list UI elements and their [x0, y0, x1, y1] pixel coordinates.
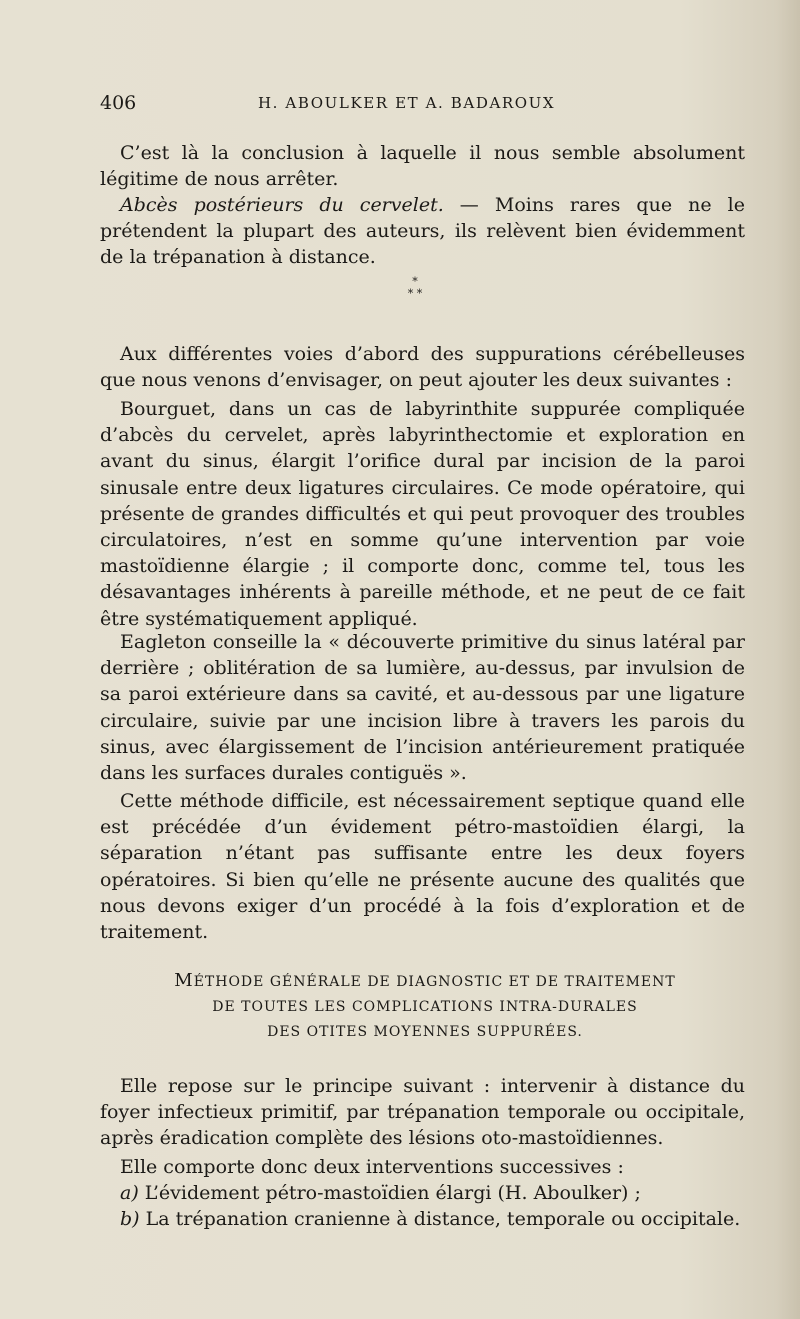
paragraph-abces-posterieurs — [100, 192, 745, 271]
asterism-divider — [380, 276, 450, 300]
list-marker-a: a) — [120, 1182, 139, 1204]
subheading-abces: Abcès postérieurs du cervelet. — [120, 194, 444, 216]
paragraph-methode-difficile — [100, 788, 745, 945]
section-title-initial: M — [174, 970, 194, 991]
paragraph-text: C’est là la conclusion à laquelle il nous semble absolument légitime de nous arrêter. — [100, 142, 745, 191]
asterism-bottom: * * — [407, 287, 423, 300]
paragraph-interventions — [100, 1154, 745, 1180]
asterism-top: * — [412, 275, 418, 288]
paragraph-text: Elle comporte donc deux interventions successives : — [120, 1156, 624, 1178]
paragraph-text: Elle repose sur le principe suivant : intervenir à distance du foyer infectieux primitif, par trépanation temporale ou occipitale, après éradication complète des lésions oto-mastoïdiennes. — [100, 1075, 745, 1150]
section-title-line-2: DE TOUTES LES COMPLICATIONS INTRA-DURALES — [212, 999, 638, 1015]
section-title-line-1 — [100, 968, 750, 995]
paragraph-eagleton — [100, 629, 745, 786]
page-header — [100, 92, 760, 122]
list-item-body: L’évidement pétro-mastoïdien élargi (H. Aboulker) ; — [138, 1182, 641, 1204]
section-title — [100, 968, 750, 1045]
paragraph-bourguet — [100, 396, 745, 632]
paragraph-text: Aux différentes voies d’abord des suppurations cérébelleuses que nous venons d’envisager, on peut ajouter les deux suivantes : — [100, 343, 745, 392]
list-item-a — [100, 1180, 745, 1206]
running-head: H. ABOULKER ET A. BADAROUX — [258, 94, 556, 112]
page-number: 406 — [100, 92, 137, 114]
section-title-line-3: DES OTITES MOYENNES SUPPURÉES. — [267, 1024, 583, 1040]
list-item-body: La trépanation cranienne à distance, temporale ou occipitale. — [139, 1208, 741, 1230]
paragraph-text: Cette méthode difficile, est nécessairement septique quand elle est précédée d’un évidement pétro-mastoïdien élargi, la séparation n’étant pas suffisante entre les deux foyers opératoires. Si bien qu’elle ne présente aucune des qualités que nous devons exiger d’un procédé à la fois d’exploration et de traitement. — [100, 790, 745, 944]
paragraph-text: Eagleton conseille la « découverte primitive du sinus latéral par derrière ; oblitération de sa lumière, au-dessus, par invulsion de sa paroi extérieure dans sa cavité, et au-dessous par une ligature circulaire, suivie par une incision libre à travers les parois du sinus, avec élargissement de l’incision antérieurement pratiquée dans les surfaces durales contiguës ». — [100, 631, 745, 785]
list-item-text — [100, 1206, 745, 1232]
paragraph-principe — [100, 1073, 745, 1152]
section-title-line-1-text: ÉTHODE GÉNÉRALE DE DIAGNOSTIC ET DE TRAITEMENT — [193, 974, 676, 990]
paragraph-voies-abord — [100, 341, 745, 393]
paragraph-conclusion — [100, 140, 745, 192]
paragraph-body: — Moins rares que ne le prétendent la plupart des auteurs, ils relèvent bien évidemment de la trépanation à distance. — [100, 194, 745, 269]
paragraph-text: Bourguet, dans un cas de labyrinthite suppurée compliquée d’abcès du cervelet, après labyrinthectomie et exploration en avant du sinus, élargit l’orifice dural par incision de la paroi sinusale entre deux ligatures circulaires. Ce mode opératoire, qui présente de grandes difficultés et qui peut provoquer des troubles circulatoires, n’est en somme qu’une intervention par voie mastoïdienne élargie ; il comporte donc, comme tel, tous les désavantages inhérents à pareille méthode, et ne peut de ce fait être systématiquement appliqué. — [100, 398, 745, 630]
paragraph-text — [100, 192, 745, 271]
list-item-b — [100, 1206, 745, 1232]
list-item-text — [100, 1180, 745, 1206]
list-marker-b: b) — [120, 1208, 140, 1230]
